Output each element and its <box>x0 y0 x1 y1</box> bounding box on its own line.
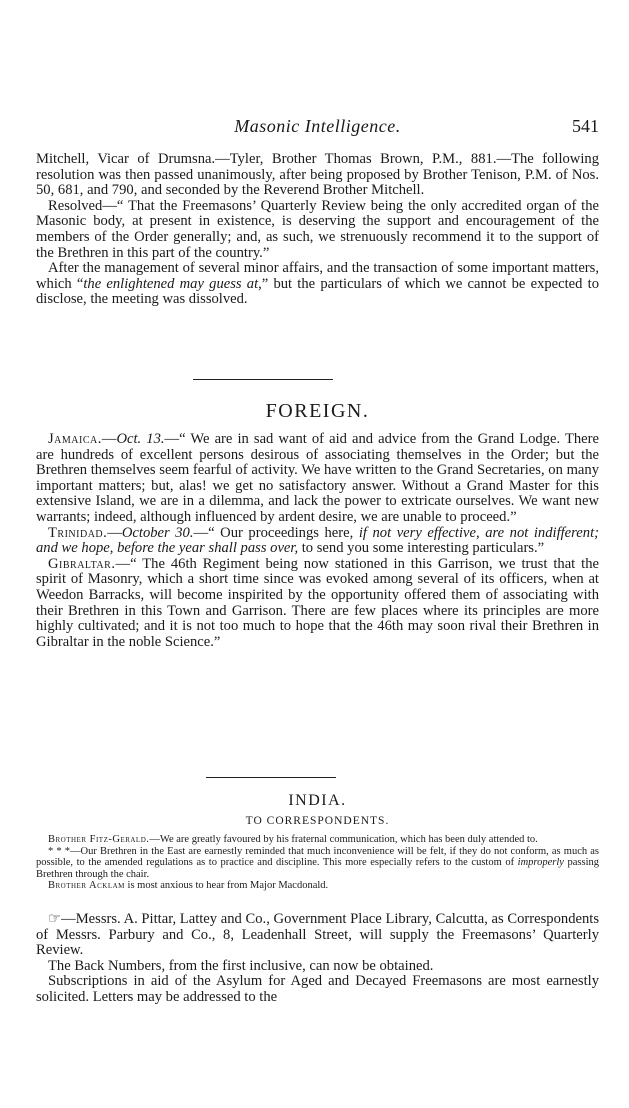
note-fitzgerald <box>36 834 599 846</box>
jamaica-text: —“ We are in sad want of aid and advice from the Grand Lodge. There are hundreds of excellent persons desirous of associating themselves in the Order; but the Brethren themselves seem fearful of activity. We have written to the Grand Secretaries, on many important matters; but, alas! we get no satisfactory answer. Without a Grand Master for this extensive Island, we are in a dilemma, and lack the power to extricate ourselves. We want new warrants; indeed, although influenced by ardent desire, we are unable to proceed.” <box>36 431 599 525</box>
resolution-text: “ That the Freemasons’ Quarterly Review being the only accredited organ of the Masonic body, at present in existence, is deserving the support and encouragement of the members of the Order generally; and, as such, we strenuously recommend it to the support of the Brethren in this part of the country.” <box>36 197 599 261</box>
page-header <box>36 116 599 140</box>
india-library-text: —Messrs. A. Pittar, Lattey and Co., Government Place Library, Calcutta, as Correspondents of Messrs. Parbury and Co., 8, Leadenhall Street, will supply the Freemasons’ Quarterly Review. <box>36 911 599 959</box>
trinidad-text-1: —“ Our proceedings here, <box>193 524 359 541</box>
gibraltar-place: Gibraltar. <box>48 555 116 572</box>
note-text: —We are greatly favoured by his fraternal communication, which has been duly attended to. <box>149 834 538 845</box>
note-text-after: passing Brethren through the chair. <box>36 857 600 880</box>
trinidad-date: October 30. <box>121 524 194 541</box>
correspondents-subheading: TO CORRESPONDENTS. <box>245 815 390 827</box>
resolution-lead: Resolved— <box>48 197 117 214</box>
note-text-before: * * *—Our Brethren in the East are earnestly reminded that much inconvenience will be felt, if they do not conform, as much as possible, to the amended regulations as to practice and discipline. This more especially refers to the custom of <box>36 845 599 869</box>
closing-text-after: ” but the particulars of which we cannot be expected to disclose, the meeting was dissolved. <box>36 275 599 308</box>
trinidad-place: Trinidad. <box>48 524 108 541</box>
correspondents-notes <box>36 834 599 892</box>
trinidad-paragraph: Trinidad.—October 30.—“ Our proceedings here, if not very effective, are not indifferent; and we hope, before the year shall pass over, to send you some interesting particulars.” <box>36 524 599 557</box>
trinidad-text-2: to send you some interesting particulars.” <box>298 540 545 557</box>
note-brethren-east <box>36 846 599 881</box>
page-number: 541 <box>572 116 599 136</box>
india-block <box>36 912 599 1006</box>
resolution-paragraph <box>36 199 599 261</box>
subscriptions-paragraph: Subscriptions in aid of the Asylum for Aged and Decayed Freemasons are most earnestly solicited. Letters may be addressed to the <box>36 973 599 1005</box>
note-name: Brother Acklam <box>48 880 125 892</box>
trinidad-italic: if not very effective, are not indifferent; and we hope, before the year shall pass over, <box>36 524 599 557</box>
note-acklam <box>36 880 599 892</box>
closing-paragraph <box>36 261 599 308</box>
continuation-paragraph: Mitchell, Vicar of Drumsna.—Tyler, Brother Thomas Brown, P.M., 881.—The following resolution was then passed unanimously, after being proposed by Brother Tenison, P.M. of Nos. 50, 681, and 790, and seconded by the Reverend Brother Mitchell. <box>36 151 599 199</box>
india-heading: INDIA. <box>288 792 347 809</box>
india-library-paragraph <box>36 912 599 959</box>
jamaica-date: Oct. 13. <box>116 431 165 447</box>
section-divider <box>206 777 336 778</box>
closing-text-before: After the management of several minor affairs, and the transaction of some important matters, which “ <box>36 260 599 292</box>
note-text: is most anxious to hear from Major Macdonald. <box>124 880 329 892</box>
section-divider <box>193 379 333 380</box>
foreign-block <box>36 432 599 650</box>
gibraltar-text: —“ The 46th Regiment being now stationed in this Garrison, we trust that the spirit of Masonry, which a short time since was evoked among several of its officers, when at Weedon Barracks, will become inspirited by the opportunity offered them of associating with their Brethren in this Town and Garrison. There are few places where its principles are more highly cultivated; and it is not too much to hope that the 46th may soon rival their Brethren in Gibraltar in the noble Science.” <box>36 555 599 650</box>
note-italic: improperly <box>517 857 564 869</box>
foreign-heading: FOREIGN. <box>265 400 370 422</box>
continuation-block <box>36 152 599 308</box>
pointing-hand-icon: ☞ <box>48 911 62 927</box>
jamaica-place: Jamaica. <box>48 431 102 447</box>
closing-italic: the enlightened may guess at, <box>83 275 262 292</box>
running-title: Masonic Intelligence. <box>234 116 401 136</box>
gibraltar-paragraph <box>36 557 599 651</box>
note-name: Brother Fitz-Gerald. <box>48 834 150 845</box>
back-numbers-paragraph: The Back Numbers, from the first inclusive, can now be obtained. <box>48 957 434 974</box>
jamaica-paragraph: Jamaica.—Oct. 13.—“ We are in sad want of aid and advice from the Grand Lodge. There are hundreds of excellent persons desirous of associating themselves in the Order; but the Brethren themselves seem fearful of activity. We have written to the Grand Secretaries, on many important matters; but, alas! we get no satisfactory answer. Without a Grand Master for this extensive Island, we are in a dilemma, and lack the power to extricate ourselves. We want new warrants; indeed, although influenced by ardent desire, we are unable to proceed.” <box>36 431 599 525</box>
